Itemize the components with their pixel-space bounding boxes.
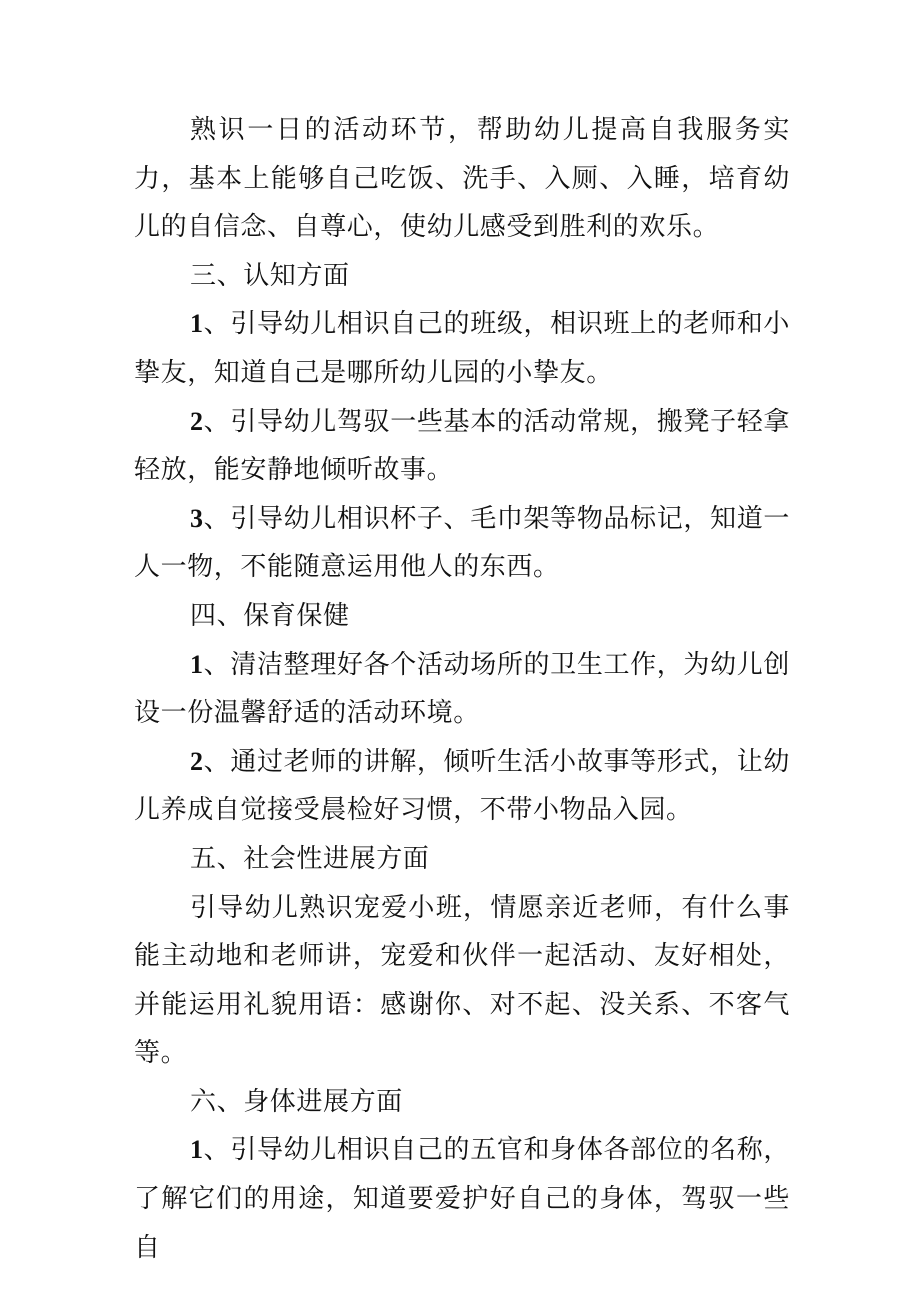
item-number: 1 bbox=[190, 649, 204, 679]
section-heading-cognition: 三、认知方面 bbox=[190, 260, 350, 291]
section-heading-social-development: 五、社会性进展方面 bbox=[190, 843, 430, 874]
section-heading-health-care: 四、保育保健 bbox=[190, 600, 350, 631]
cognition-item-3: 3、引导幼儿相识杯子、毛巾架等物品标记，知道一人一物，不能随意运用他人的东西。 bbox=[134, 503, 790, 583]
item-number: 2 bbox=[190, 406, 204, 436]
item-number: 1 bbox=[190, 309, 204, 339]
physical-development-item-1: 1、引导幼儿相识自己的五官和身体各部位的名称，了解它们的用途，知道要爱护好自己的身体，驾驭一些自 bbox=[134, 1135, 790, 1263]
self-care-paragraph: 熟识一日的活动环节，帮助幼儿提高自我服务实力，基本上能够自己吃饭、洗手、入厕、入睡，培育幼儿的自信念、自尊心，使幼儿感受到胜利的欢乐。 bbox=[134, 115, 790, 243]
item-number: 1 bbox=[190, 1135, 204, 1165]
item-number: 3 bbox=[190, 503, 204, 533]
health-care-item-2: 2、通过老师的讲解，倾听生活小故事等形式，让幼儿养成自觉接受晨检好习惯，不带小物品入园。 bbox=[134, 746, 790, 826]
document-page bbox=[134, 106, 790, 1272]
item-number: 2 bbox=[190, 746, 204, 776]
social-development-paragraph: 引导幼儿熟识宠爱小班，情愿亲近老师，有什么事能主动地和老师讲，宠爱和伙伴一起活动、友好相处，并能运用礼貌用语：感谢你、对不起、没关系、不客气等。 bbox=[134, 892, 790, 1069]
health-care-item-1: 1、清洁整理好各个活动场所的卫生工作，为幼儿创设一份温馨舒适的活动环境。 bbox=[134, 649, 790, 729]
section-heading-physical-development: 六、身体进展方面 bbox=[190, 1086, 403, 1117]
cognition-item-1: 1、引导幼儿相识自己的班级，相识班上的老师和小挚友，知道自己是哪所幼儿园的小挚友。 bbox=[134, 309, 790, 388]
cognition-item-2: 2、引导幼儿驾驭一些基本的活动常规，搬凳子轻拿轻放，能安静地倾听故事。 bbox=[134, 406, 790, 486]
